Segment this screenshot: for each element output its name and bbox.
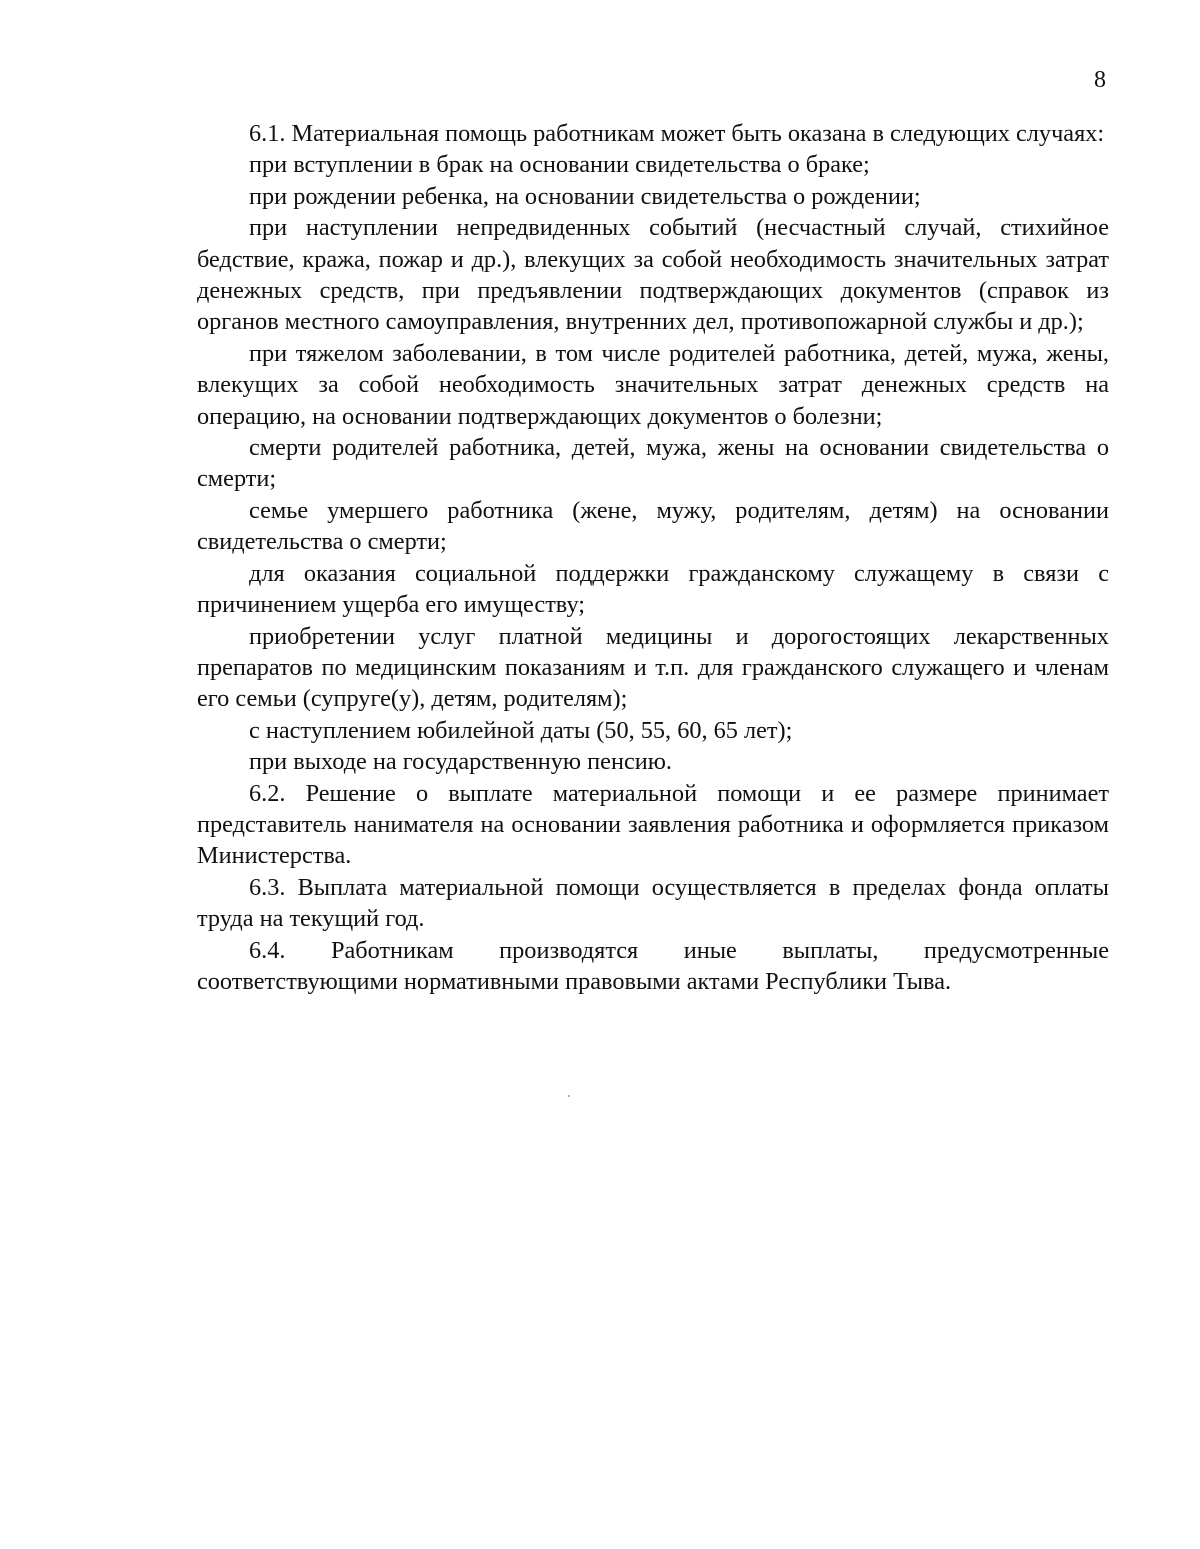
paragraph-6-4: 6.4. Работникам производятся иные выплаты, предусмотренные соответствующими нормативными правовыми актами Республики Тыва. <box>197 936 1109 995</box>
paragraph-serious-illness: при тяжелом заболевании, в том числе родителей работника, детей, мужа, жены, влекущих за собой необходимость значительных затрат денежных средств на операцию, на основании подтверждающих документов о болезни; <box>197 339 1109 430</box>
paragraph-unforeseen-events: при наступлении непредвиденных событий (несчастный случай, стихийное бедствие, кража, пожар и др.), влекущих за собой необходимость значительных затрат денежных средств, при предъявлении подтверждающих документов (справок из органов местного самоуправления, внутренних дел, противопожарной службы и др.); <box>197 214 1109 336</box>
paragraph-anniversary: с наступлением юбилейной даты (50, 55, 60, 65 лет); <box>249 716 793 744</box>
paragraph-retirement: при выходе на государственную пенсию. <box>249 748 672 776</box>
paragraph-family-of-deceased: семье умершего работника (жене, мужу, родителям, детям) на основании свидетельства о смерти; <box>197 496 1109 556</box>
paragraph-6-1: 6.1. Материальная помощь работникам может быть оказана в следующих случаях: <box>249 120 1105 147</box>
paragraph-property-damage: для оказания социальной поддержки гражданскому служащему в связи с причинением ущерба его имуществу; <box>197 559 1109 619</box>
paragraph-birth: при рождении ребенка, на основании свидетельства о рождении; <box>249 182 921 210</box>
paragraph-6-3: 6.3. Выплата материальной помощи осуществляется в пределах фонда оплаты труда на текущий год. <box>197 873 1109 933</box>
paragraph-death-of-relatives: смерти родителей работника, детей, мужа, жены на основании свидетельства о смерти; <box>197 434 1109 493</box>
page-number: 8 <box>1094 67 1106 93</box>
paragraph-medical-services: приобретении услуг платной медицины и дорогостоящих лекарственных препаратов по медицинским показаниям и т.п. для гражданского служащего и членам его семьи (супруге(у), детям, родителям); <box>197 622 1109 713</box>
paragraph-marriage: при вступлении в брак на основании свидетельства о браке; <box>249 151 870 179</box>
scan-speck <box>568 1095 570 1097</box>
document-body <box>197 118 1109 997</box>
paragraph-6-2: 6.2. Решение о выплате материальной помощи и ее размере принимает представитель нанимателя на основании заявления работника и оформляется приказом Министерства. <box>197 779 1109 870</box>
